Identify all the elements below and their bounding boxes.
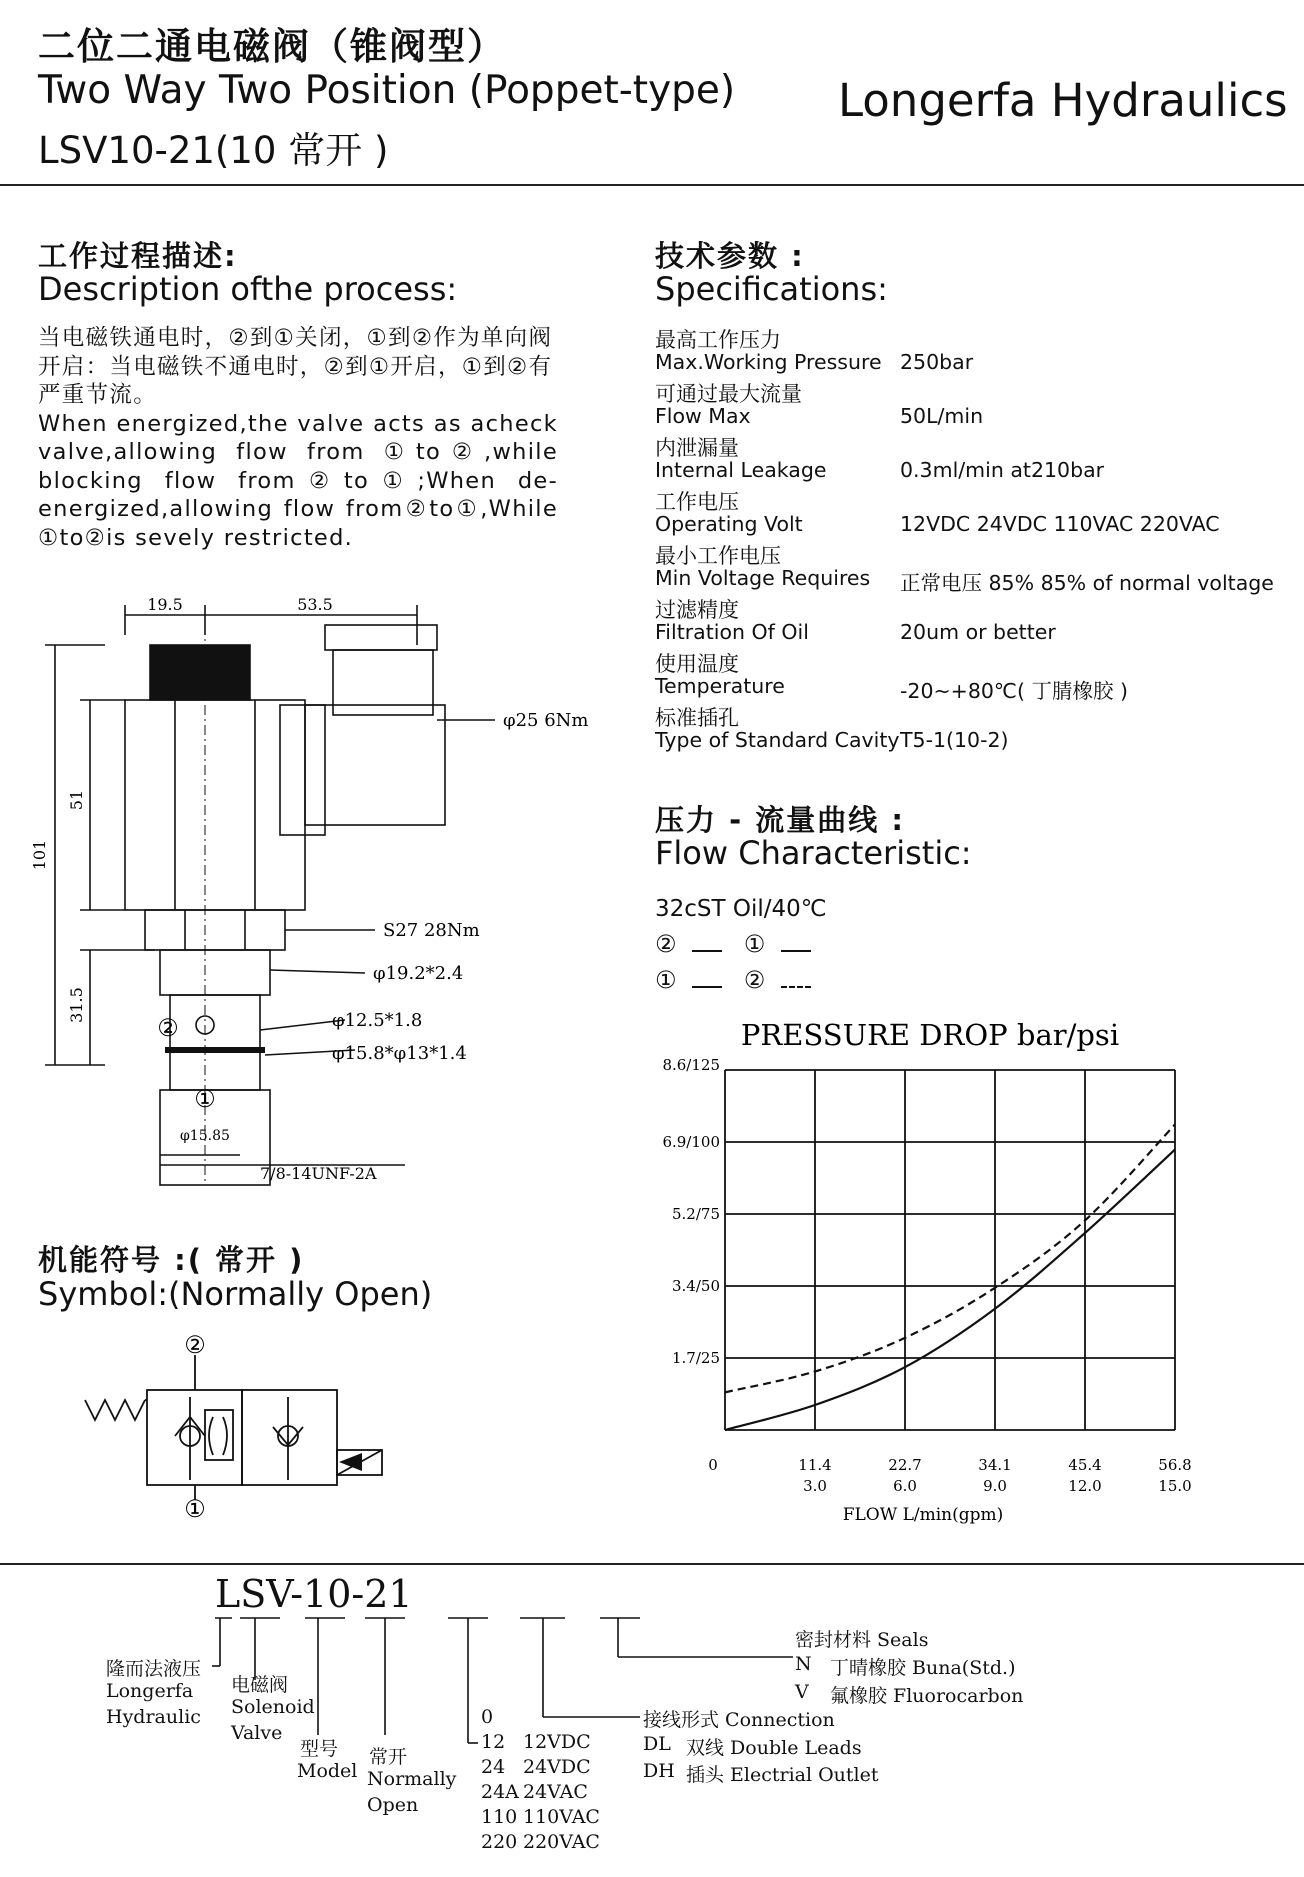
description-heading-cn: 工作过程描述: — [38, 239, 238, 273]
spec-label-en: Temperature — [655, 674, 785, 698]
spec-value: 0.3ml/min at210bar — [900, 458, 1105, 482]
title-en: Two Way Two Position (Poppet-type) — [38, 68, 736, 113]
normally-open-en-2: Open — [367, 1794, 419, 1816]
x-tick-label-gpm: 6.0 — [893, 1477, 917, 1495]
model-en: Model — [297, 1760, 358, 1782]
x-tick-label: 0 — [708, 1456, 718, 1474]
spec-value: T5-1(10-2) — [900, 728, 1009, 752]
legend-solid-from: ② — [655, 930, 677, 958]
ordering-model: LSV-10-21 — [215, 1572, 413, 1616]
spec-value: 250bar — [900, 350, 974, 374]
connection-desc: 双线 Double Leads — [686, 1737, 862, 1759]
legend-dashed-from: ① — [655, 966, 677, 994]
connection-code: DL — [643, 1733, 671, 1755]
voltage-code: 24A — [481, 1781, 519, 1803]
voltage-code: 24 — [481, 1756, 506, 1778]
spec-label-en: Filtration Of Oil — [655, 620, 809, 644]
title-cn: 二位二通电磁阀（锥阀型） — [38, 25, 506, 68]
voltage-code: 220 — [481, 1831, 518, 1853]
seal-desc: 丁晴橡胶 Buna(Std.) — [830, 1657, 1016, 1679]
voltage-desc: 24VDC — [523, 1756, 591, 1778]
x-tick-label: 34.1 — [978, 1456, 1012, 1474]
spec-label-en: Operating Volt — [655, 512, 803, 536]
brand-en-1: Longerfa — [106, 1680, 194, 1702]
voltage-code: 12 — [481, 1731, 506, 1753]
valve-drawing — [25, 585, 589, 1195]
x-tick-label-gpm: 12.0 — [1068, 1477, 1102, 1495]
y-tick-label: 3.4/50 — [672, 1277, 720, 1295]
footer-rule — [0, 1563, 1304, 1565]
label-nut-torque: φ25 6Nm — [503, 710, 589, 731]
label-oring-2: φ12.5*1.8 — [332, 1010, 423, 1031]
x-tick-label-gpm: 15.0 — [1158, 1477, 1192, 1495]
spec-value: 50L/min — [900, 404, 984, 428]
spec-label-en: Min Voltage Requires — [655, 566, 871, 590]
spec-label-en: Flow Max — [655, 404, 751, 428]
voltage-desc: 110VAC — [523, 1806, 600, 1828]
brand-cn: 隆而法液压 — [106, 1658, 202, 1680]
brand-en-2: Hydraulic — [106, 1706, 201, 1728]
spec-value: -20~+80℃( 丁腈橡胶 ) — [900, 679, 1128, 703]
x-tick-label: 11.4 — [798, 1456, 832, 1474]
chart-series — [725, 1124, 1175, 1430]
x-tick-label-gpm: 9.0 — [983, 1477, 1007, 1495]
symbol-port-1: ① — [184, 1495, 206, 1523]
voltage-desc: 24VAC — [523, 1781, 588, 1803]
spec-label-cn: 工作电压 — [655, 490, 739, 514]
chart-y-ticks — [662, 1056, 720, 1367]
legend-dashed-line-2 — [781, 986, 811, 988]
connection-desc: 插头 Electrial Outlet — [686, 1764, 879, 1786]
seal-code: N — [795, 1653, 812, 1675]
symbol-heading-en: Symbol:(Normally Open) — [38, 1275, 433, 1313]
sol-en-1: Solenoid — [231, 1696, 315, 1718]
label-thread: 7/8-14UNF-2A — [260, 1164, 377, 1183]
dim-101: 101 — [30, 839, 49, 871]
series-line-2-to-1 — [725, 1150, 1175, 1430]
normally-open-en-1: Normally — [367, 1768, 457, 1790]
dim-51: 51 — [67, 789, 86, 811]
x-tick-label: 45.4 — [1068, 1456, 1102, 1474]
legend-solid — [655, 930, 819, 958]
y-tick-label: 1.7/25 — [672, 1349, 720, 1367]
brand-name: Longerfa Hydraulics — [838, 74, 1288, 127]
drawing-port-1: ① — [194, 1085, 216, 1113]
legend-solid-line — [692, 950, 722, 952]
spec-value: 正常电压 85% 85% of normal voltage — [900, 571, 1274, 595]
legend-dashed-line — [692, 986, 722, 988]
label-oring-3: φ15.8*φ13*1.4 — [332, 1043, 467, 1064]
spec-label-cn: 可通过最大流量 — [655, 382, 802, 406]
spring-icon — [85, 1400, 145, 1420]
flow-heading-cn: 压力 - 流量曲线 : — [655, 803, 905, 837]
description-heading-en: Description ofthe process: — [38, 270, 458, 308]
x-tick-label: 22.7 — [888, 1456, 922, 1474]
legend-solid-to: ① — [743, 930, 766, 958]
legend-dashed-to: ② — [743, 966, 766, 994]
connection-title: 接线形式 Connection — [643, 1709, 835, 1731]
x-tick-label-gpm: 3.0 — [803, 1477, 827, 1495]
spec-label-cn: 标准插孔 — [655, 706, 739, 730]
oil-condition: 32cST Oil/40℃ — [655, 896, 827, 922]
y-tick-label: 6.9/100 — [662, 1133, 720, 1151]
seals-title: 密封材料 Seals — [795, 1629, 929, 1651]
spec-label-cn: 内泄漏量 — [655, 436, 739, 460]
model-cn: 型号 — [300, 1738, 339, 1760]
dim-19-5: 19.5 — [147, 595, 183, 614]
spec-label-cn: 过滤精度 — [655, 598, 739, 622]
description-text-cn: 当电磁铁通电时，②到①关闭，①到②作为单向阀开启：当电磁铁不通电时，②到①开启，①到②有严重节流。 — [38, 325, 553, 408]
spec-label-cn: 最高工作压力 — [655, 328, 781, 352]
connection-code: DH — [643, 1760, 675, 1782]
voltage-code: 110 — [481, 1806, 518, 1828]
sol-en-2: Valve — [231, 1722, 283, 1744]
chart-x-label: FLOW L/min(gpm) — [842, 1505, 1004, 1525]
spec-label-en: Max.Working Pressure — [655, 350, 882, 374]
pressure-drop-chart — [640, 1005, 1220, 1545]
voltage-desc: 12VDC — [523, 1731, 591, 1753]
x-tick-label: 56.8 — [1158, 1456, 1192, 1474]
normally-open-cn: 常开 — [369, 1746, 408, 1768]
chart-grid — [725, 1070, 1175, 1430]
description-text-en: When energized,the valve acts as acheck valve,allowing flow from ①to②,while blocking flow from②to①;When de-energized,allowing flow from②to①,While ①to②is sevely restricted. — [38, 410, 558, 551]
legend-dashed — [655, 966, 819, 994]
spec-label-en: Type of Standard Cavity — [655, 728, 900, 752]
y-tick-label: 5.2/75 — [672, 1205, 720, 1223]
spec-value: 20um or better — [900, 620, 1056, 644]
valve-symbol — [75, 1331, 415, 1523]
voltage-desc: 220VAC — [523, 1831, 600, 1853]
symbol-heading-cn: 机能符号 :( 常开 ) — [38, 1243, 305, 1277]
seal-desc: 氟橡胶 Fluorocarbon — [830, 1685, 1024, 1707]
chart-title: PRESSURE DROP bar/psi — [740, 1018, 1120, 1052]
flow-heading-en: Flow Characteristic: — [655, 834, 972, 872]
dim-53-5: 53.5 — [297, 595, 333, 614]
y-tick-label: 8.6/125 — [662, 1056, 720, 1074]
drawing-port-2: ② — [157, 1014, 179, 1042]
seal-code: V — [795, 1681, 809, 1703]
spec-value: 12VDC 24VDC 110VAC 220VAC — [900, 512, 1220, 536]
voltage-code: 0 — [481, 1706, 494, 1728]
label-diameter: φ15.85 — [180, 1128, 230, 1144]
model-title: LSV10-21(10 常开 ) — [38, 129, 389, 172]
legend-solid-line-2 — [781, 950, 811, 952]
sol-cn: 电磁阀 — [231, 1674, 289, 1696]
chart-x-ticks — [708, 1456, 1191, 1495]
label-oring-1: φ19.2*2.4 — [373, 963, 464, 984]
symbol-port-2: ② — [184, 1331, 206, 1359]
description-text — [38, 324, 558, 552]
specs-heading-en: Specifications: — [655, 270, 888, 308]
spec-label-cn: 使用温度 — [655, 652, 739, 676]
header-rule — [0, 184, 1304, 186]
series-line-1-to-2 — [725, 1124, 1175, 1392]
spec-label-en: Internal Leakage — [655, 458, 827, 482]
specs-heading-cn: 技术参数 : — [655, 239, 805, 273]
dim-31-5: 31.5 — [67, 987, 86, 1023]
spec-label-cn: 最小工作电压 — [655, 544, 781, 568]
label-hex-torque: S27 28Nm — [383, 920, 480, 941]
